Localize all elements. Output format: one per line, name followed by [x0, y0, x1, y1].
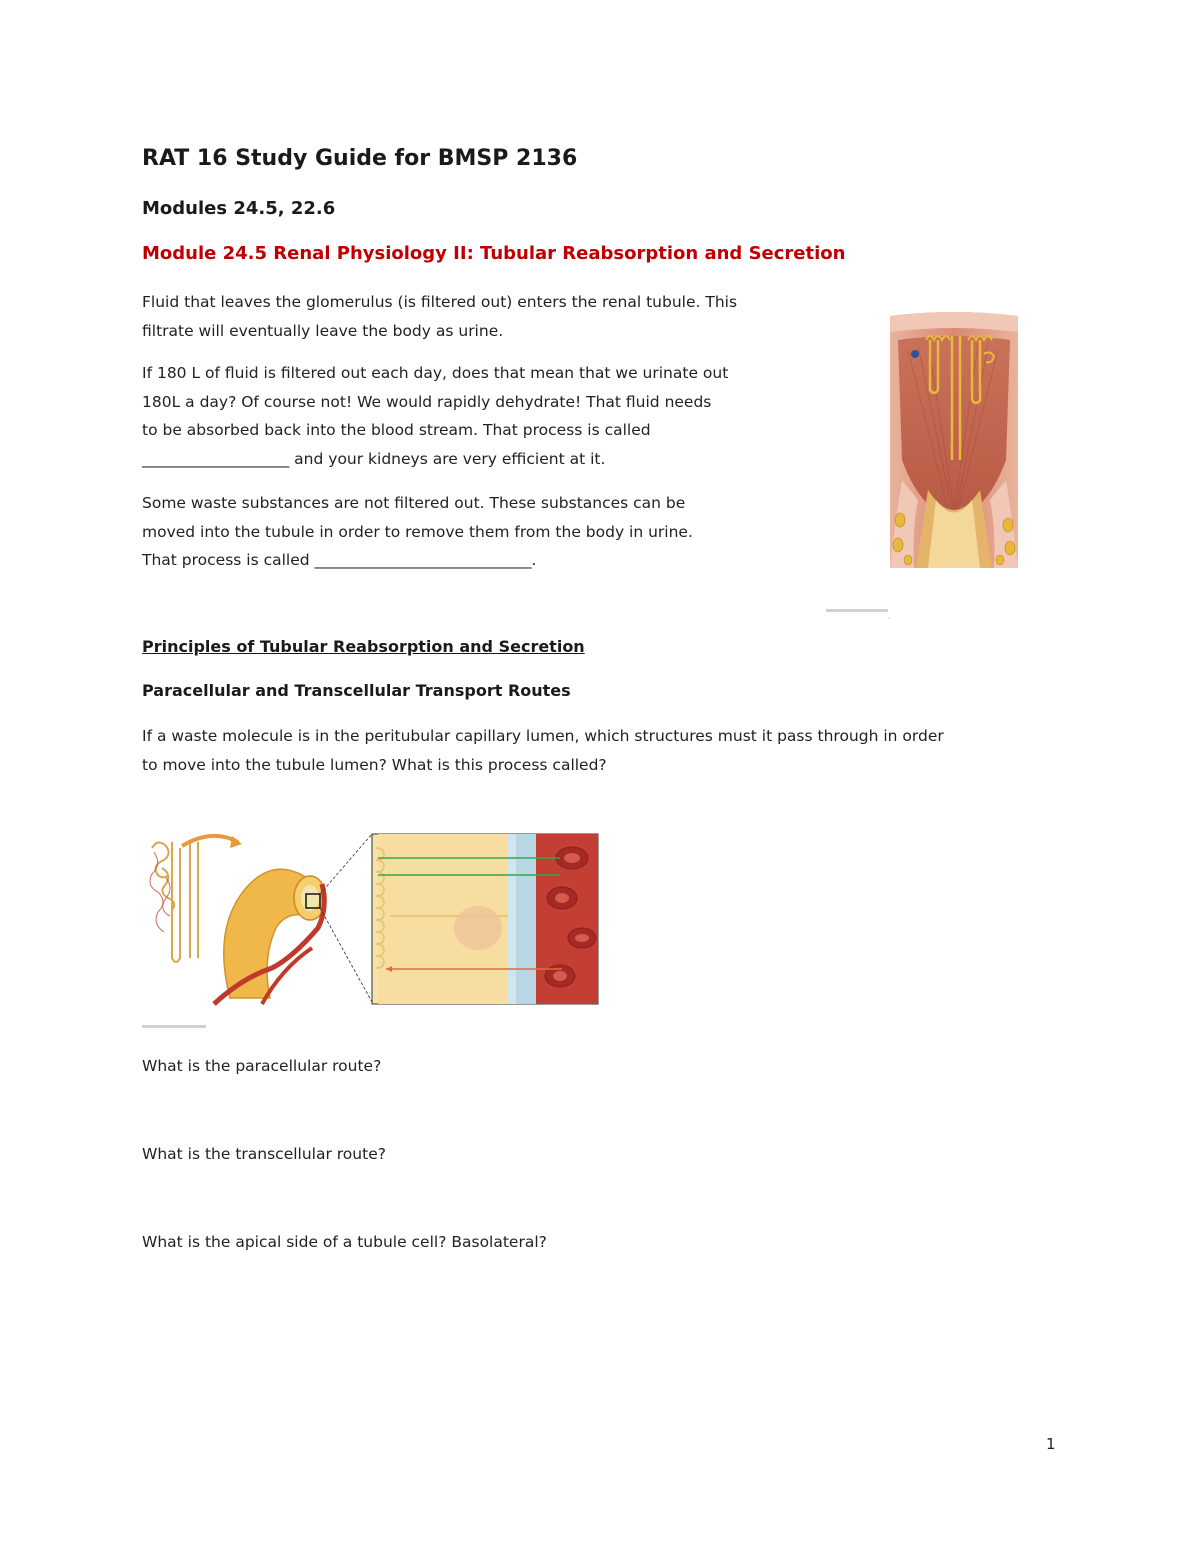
module-heading: Module 24.5 Renal Physiology II: Tubular Reabsorption and Secretion: [142, 243, 846, 264]
paragraph-reabsorption: [142, 359, 728, 473]
paragraph-secretion: [142, 489, 693, 575]
figure-credit-mark: [142, 1025, 206, 1028]
figure-credit-mark: [826, 609, 888, 612]
paragraph-line: moved into the tubule in order to remove them from the body in urine.: [142, 522, 693, 541]
question-paracellular: What is the paracellular route?: [142, 1057, 382, 1075]
question-apical: What is the apical side of a tubule cell? Basolateral?: [142, 1233, 547, 1251]
paragraph-line: filtrate will eventually leave the body as urine.: [142, 321, 504, 340]
paragraph-line: If a waste molecule is in the peritubular capillary lumen, which structures must it pass through in order: [142, 727, 944, 745]
paragraph-line: ___________________ and your kidneys are very efficient at it.: [142, 449, 606, 468]
paragraph-waste-question: [142, 722, 944, 779]
paragraph-line: to be absorbed back into the blood stream. That process is called: [142, 421, 651, 439]
svg-text:c: c: [888, 616, 890, 620]
principles-heading: Principles of Tubular Reabsorption and Secretion: [142, 637, 585, 656]
paragraph-filtrate: [142, 288, 737, 345]
modules-subtitle: Modules 24.5, 22.6: [142, 198, 336, 219]
paragraph-line: If 180 L of fluid is filtered out each day, does that mean that we urinate out: [142, 364, 729, 382]
page-number: 1: [1046, 1435, 1056, 1453]
paragraph-line: That process is called ____________________________.: [142, 551, 537, 569]
paragraph-line: Fluid that leaves the glomerulus (is filtered out) enters the renal tubule. This: [142, 293, 738, 311]
paragraph-line: to move into the tubule lumen? What is this process called?: [142, 755, 607, 774]
renal-pyramid-figure: [888, 310, 1020, 620]
routes-heading: Paracellular and Transcellular Transport Routes: [142, 681, 571, 700]
paragraph-line: 180L a day? Of course not! We would rapidly dehydrate! That fluid needs: [142, 392, 712, 411]
question-transcellular: What is the transcellular route?: [142, 1145, 386, 1163]
paragraph-line: Some waste substances are not filtered out. These substances can be: [142, 494, 686, 512]
page-title: RAT 16 Study Guide for BMSP 2136: [142, 146, 578, 171]
glomerulus-icon: [911, 350, 919, 358]
transport-routes-figure: [142, 828, 602, 1006]
